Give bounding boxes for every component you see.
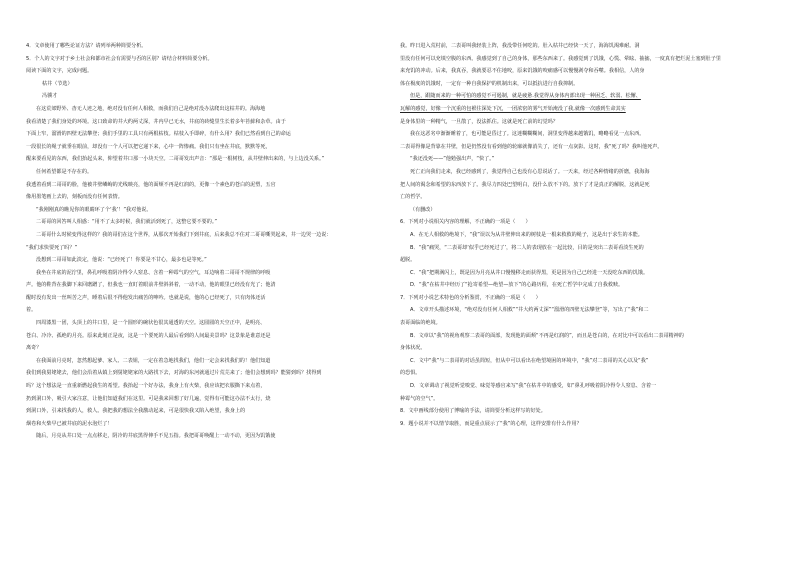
left-column bbox=[26, 40, 396, 443]
text-line: 一段很长的绳子就垂在眼前，却没有一个人可以把它递下来，心中一阵惨痛。我们只有坐在井底，默默等死， bbox=[26, 143, 271, 150]
text-line: 声。他的鞋背在我脚下来回磨蹭了，但我也一直盯着眼前井壁斜斜着，一动不动，他的眼里已经没有光了；他清 bbox=[26, 282, 276, 289]
text-line: “我们求快要死了吗？” bbox=[26, 244, 78, 251]
text-line: 身体状况。 bbox=[400, 345, 426, 352]
text-line: 二表哥得像是背靠在井壁，但是仍然没有看到他的轮廓就像消失了，还有一点灰影。这时，我“死了吗？我叫他死声。 bbox=[400, 143, 663, 150]
text-line: 枯井（节选） bbox=[42, 80, 73, 87]
text-line: 种霉气的空气”。 bbox=[400, 395, 439, 402]
text-line: 醒时没有发出一丝叫苦之声，睡着后很不得他发出痛苦的呻吟。也就是说，他的心已经死了，只有肉体还活 bbox=[26, 294, 266, 301]
text-line: A．在无人相救的绝境下，“我”误以为从井壁伸出来的树枝是一根来救救的绳子，这是出于求生的本能。 bbox=[410, 231, 643, 238]
text-line: 的恐惧。 bbox=[400, 370, 421, 377]
text-line: 体在极度的饥饿时，一定有一种自我保护的机制出来，可以抵抗进行自我抑制。 bbox=[400, 80, 579, 87]
text-line: 醒来要看见的东西，我们抬起头来，仰望着井口那一小块天空。二哥哥发出声音：“那是一根树枝，从井壁伸出来的，与上边没关系。” bbox=[26, 156, 325, 163]
text-line: “我刚刚真的瞧见你的眼睛环了个‘我’！”我对他说。 bbox=[36, 206, 152, 213]
text-line: D．“我”在枯井中经历了“抢寄希望—绝望—放下”的心路历程，在死亡哲学中完成了自我救赎。 bbox=[410, 282, 624, 289]
text-line: 阅读下面的文字，完成问题。 bbox=[26, 68, 93, 75]
text-line: 来充饥的冲动。后来，我真吞，我就要忍不住地咬，原来饥饿的咬痛感可以慢慢剥夺和吞噬。我相信，人的身 bbox=[400, 68, 645, 75]
text-line: A．文章开头描述环境，“绝对没有任何人相救”“井大约两丈深”“溜滑的四壁无法攀登”等，写出了“我”和二 bbox=[410, 307, 649, 314]
text-line: 9．题小说并不以情节取胜，而是重点展示了“我”的心理，这样安排有什么作用？ bbox=[400, 420, 582, 427]
text-line: 里没有任何可以充填空腹的东西。我感觉到了自己的身体，那些东西来了。我感觉到了饥饿，心慌、晕眩、抽搐，一度真有把烂泥土塞到肚子里 bbox=[400, 55, 721, 62]
text-line: 7．下列对小说艺术特色的分析鉴赏，不正确的一项是（ ） bbox=[400, 294, 541, 301]
text-line: 6．下列对小说相关内容的理解，不正确的一项是（ ） bbox=[400, 219, 531, 226]
text-line: 把人间的渴念和希望的东西放下了。我尽力四处巴望明白，没什么放不下的。放下了才是真正的解脱，这就是死 bbox=[400, 181, 650, 188]
text-line: 是身体里的一种精气，一旦散了，没法抓住。这就是死亡前的幻觉吗？ bbox=[400, 118, 558, 125]
text-line: 四周漆黑一团，头顶上的井口里，是一个圆形的碗状色很其通透的天空。这圆圆的天空正中，是明亮、 bbox=[36, 320, 266, 327]
text-line: 下面上窄，溜滑的四壁无法攀登；我们手里的工具只有两根枯枝。枯枝入手即碎，有什么用？我们已然看到自己的命运 bbox=[26, 131, 291, 138]
text-line: 我看清楚了我们身处的环境。这口致命的井大约两丈深，井内早已无水，井底的砖缝里生长着多年苔藓和杂草。由于 bbox=[26, 118, 286, 125]
text-line: 二哥哥的回答叫人相惑：“用不了太多时候，我们就活到死了，这整它要不要的。” bbox=[36, 219, 218, 226]
text-line: 苍白、冷冷、孤绝的月亮。原来此刻正是夜，这是一个要死的人最后看到的人间最美景吗？这景象是谁意还是 bbox=[26, 332, 271, 339]
text-line: 超脱。 bbox=[400, 257, 416, 264]
text-line: C．“我”把期满闪上，既是因为月亮从井口慢慢移走而获得黑，更是因为自己已经进一天没吃东西的饥饿。 bbox=[410, 269, 649, 276]
text-line: 但是，跟随而来的一种可怕的感觉不可遏制，就是疲惫.我觉得从身体内部出现一种困乏、软弱、松懈、 bbox=[410, 93, 641, 100]
text-line: （有删改） bbox=[410, 206, 436, 213]
text-line: 我们到我舅姥姥去，他们会沿着从镇上到舅姥姥家的大路找下去，对海的东河就通过片荒芫来了；他们会想到吗？能猜到吗？找得到 bbox=[26, 370, 322, 377]
text-line: 亡的哲学。 bbox=[400, 194, 426, 201]
text-line: C．文中“我”与二表哥的对话虽简短，但从中可以看出在绝望境困的环境中，“我”对二表哥的关心以及“我” bbox=[410, 357, 649, 364]
text-line: 在这荒郊野外、杳无人迹之地，绝对没有任何人相救，而我们自己是绝对没办法爬出这枯井的。海海地 bbox=[36, 105, 266, 112]
text-line: 瓦解的感觉，好像一个沉重的包袱往深处下沉，一团浓密的雾气开始淹没了我,就像一次感到生命其实 bbox=[400, 105, 626, 112]
text-line: 在我面前月亮时，忽然想起爹、家人、二表姐，一定在着急地找我们，他们一定会来找我们的！他们知道 bbox=[36, 357, 271, 364]
text-line: 随后，月亮从井口处一点点移走，阴冷的井底黑得伸手不见五指。我把哥哥唤醒上一动不动，更因为饥饿使 bbox=[36, 433, 276, 440]
right-column bbox=[400, 40, 770, 430]
text-line: D．文章调动了视觉听觉嗅觉、味觉等感官来写“我”在枯井中的感受，如“鼻孔呼吸着阴冷得令人窒息、含着一 bbox=[410, 383, 657, 390]
text-line: 离奇？ bbox=[26, 345, 42, 352]
text-line: 吗？这个想法是一直重新燃起我生的希望。我抬起一个好办法，我身上有火柴，我应该把衣服撕下来点着， bbox=[26, 383, 266, 390]
text-line: 5．个人的文字对于乡土社会和都市社会有需要与否的区别？请结合材料简要分析。 bbox=[26, 55, 213, 62]
text-line: 没想到二哥哥如此淡定，他说：“已经死了！你要是不甘心，最多也是等死。” bbox=[36, 257, 207, 264]
text-line: 二哥哥什么时候变得这样的？我的哥们在这个世界，从那次开始我们下到井底，后来我总不住对二哥哥嘶哭起来，井一边哭一边说： bbox=[36, 231, 332, 238]
text-line: 我在这恶劣中渐渐睡着了，也可能是昏过了。这迷糊糊糊间，洞里变得越来越饿饥，略略看见一点东西。 bbox=[410, 131, 645, 138]
text-line: 8．文中画线部分使用了博喻的手法，请简要分析这样写的好处。 bbox=[400, 408, 546, 415]
text-line: 扔到洞口外，吸引大家注意，让他们知道我们在这里。可是我来回想了好几遍，觉得有可能这办法不太行，烧 bbox=[26, 395, 271, 402]
text-line: “我还没死——”他勉强出声，“快了。” bbox=[410, 156, 495, 163]
text-line: B．“我”痛哭，“二表哥却‘似乎已经死过了’，将二人的表现放在一起比较，目的是突出二表哥看淡生死的 bbox=[410, 244, 644, 251]
text-line: 到洞口外，引来找我的人，救人。我把我的想法全我激动起来，可是很快我又陷入绝望，我身上的 bbox=[26, 408, 246, 415]
text-line: 我透着看到二哥哥的脸，他被井壁嶙峋的光线映亮，他的面颊不再是红润的，更像一个素色的苍白的泥塑，五官 bbox=[26, 181, 276, 188]
text-line: 烟卷和火柴早已被井底的泥水泡烂了！ bbox=[26, 420, 113, 427]
text-line: 着。 bbox=[26, 307, 37, 314]
text-line: 4．文章使用了哪些论证方法？请列举两种简要分析。 bbox=[26, 43, 147, 49]
text-line: B．文章以“我”的视角观察二表哥的面部，发现他的面颊“不再是红润的”，而且是苍白的，在对比中可以看出二表哥精神的 bbox=[410, 332, 684, 339]
text-line: 我坐在井底的泥泞里，鼻孔呼吸着阴冷得令人窒息、含着一种霉气的空气，耳边响着二哥哥不规律的呼吸 bbox=[36, 269, 271, 276]
text-line: 冯骥才 bbox=[42, 93, 58, 100]
text-line: 我。昨日进入荒村前，二表哥叫我轻装上阵，我没带任何吃的。肚入枯井已经快一天了，海海饥渴难耐。洞 bbox=[400, 43, 640, 49]
text-line: 死亡正向我们走来，我已经感到了，我觉得自己也没有心思说话了。一天来，经过各种情绪的折磨，我海海 bbox=[410, 168, 650, 175]
text-line: 表哥面临的绝境。 bbox=[400, 320, 441, 327]
text-line: 像用墨笔画上去的，刻板而没有任何表情。 bbox=[26, 194, 123, 201]
text-line: 任何希望都是不存在的。 bbox=[36, 168, 93, 175]
